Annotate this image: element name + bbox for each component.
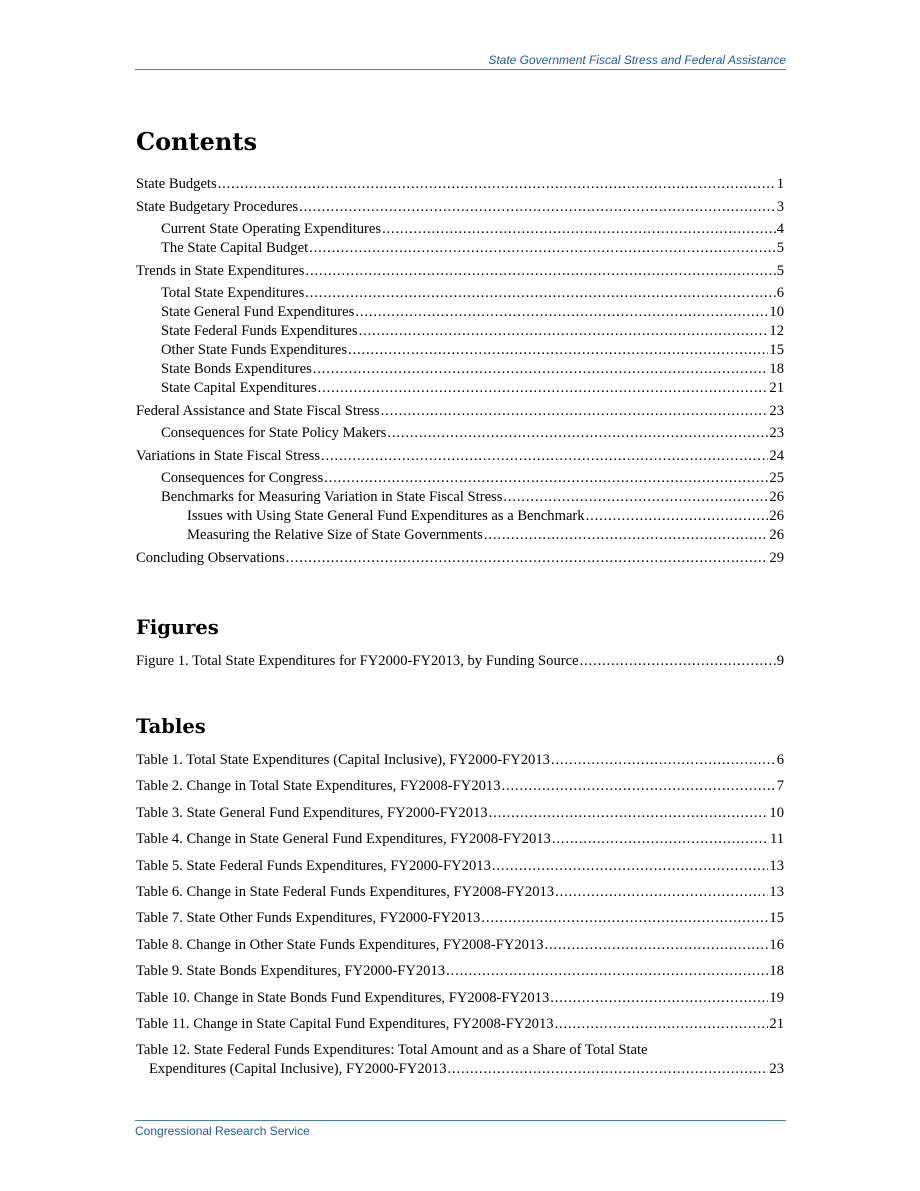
dot-leader xyxy=(503,488,768,507)
toc-entry-label: Table 3. State General Fund Expenditures, FY2000-FY2013 xyxy=(136,804,488,821)
toc-entry-label: Other State Funds Expenditures xyxy=(161,342,348,358)
toc-entry-page-number: 18 xyxy=(769,963,784,980)
toc-entry-page-number: 15 xyxy=(769,342,784,358)
toc-entry-label: Variations in State Fiscal Stress xyxy=(136,447,321,464)
toc-entry-page-number: 21 xyxy=(769,1015,784,1032)
toc-entry-label: State Bonds Expenditures xyxy=(161,361,312,377)
toc-entry-label: Table 11. Change in State Capital Fund Expenditures, FY2008-FY2013 xyxy=(136,1015,554,1032)
toc-entry-page-number: 5 xyxy=(776,262,784,279)
dot-leader xyxy=(355,303,768,322)
toc-entry-label: State Budgets xyxy=(136,176,217,192)
dot-leader xyxy=(502,777,776,796)
toc-entry[interactable] xyxy=(136,909,784,928)
toc-entry-label: State Federal Funds Expenditures xyxy=(161,323,358,339)
toc-entry[interactable] xyxy=(136,1041,784,1079)
tables-heading: Tables xyxy=(136,715,206,738)
toc-entry-page-number: 9 xyxy=(776,653,784,669)
toc-entry-label: Table 5. State Federal Funds Expenditures, FY2000-FY2013 xyxy=(136,857,491,874)
toc-entry-label: Table 1. Total State Expenditures (Capital Inclusive), FY2000-FY2013 xyxy=(136,752,550,768)
toc-entry-label: Table 10. Change in State Bonds Fund Expenditures, FY2008-FY2013 xyxy=(136,989,550,1006)
toc-entry-page-number: 10 xyxy=(769,304,784,320)
dot-leader xyxy=(359,322,769,341)
toc-entry-label: Consequences for Congress xyxy=(161,470,324,486)
dot-leader xyxy=(551,751,776,770)
toc-entry-page-number: 4 xyxy=(776,221,784,237)
toc-entry-page-number: 19 xyxy=(769,989,784,1006)
toc-entry-label: Concluding Observations xyxy=(136,549,285,566)
dot-leader xyxy=(552,830,769,849)
dot-leader xyxy=(446,962,768,981)
toc-entry-label: State General Fund Expenditures xyxy=(161,304,355,320)
toc-entry-label: Issues with Using State General Fund Expenditures as a Benchmark xyxy=(187,508,585,524)
toc-entry-page-number: 24 xyxy=(769,447,784,464)
figures-heading: Figures xyxy=(136,616,219,639)
toc-entry-page-number: 21 xyxy=(769,380,784,396)
toc-entry[interactable] xyxy=(136,777,784,796)
dot-leader xyxy=(286,549,769,568)
toc-entry[interactable] xyxy=(136,341,784,360)
dot-leader xyxy=(489,804,769,823)
toc-entry-label: Current State Operating Expenditures xyxy=(161,221,382,237)
toc-entry-label-continued: Expenditures (Capital Inclusive), FY2000-FY2013 xyxy=(149,1061,447,1078)
toc-entry-page-number: 18 xyxy=(769,361,784,377)
toc-entry-page-number: 1 xyxy=(776,176,784,192)
dot-leader xyxy=(550,989,768,1008)
tables-list xyxy=(136,751,784,1079)
dot-leader xyxy=(348,341,768,360)
contents-list xyxy=(136,175,784,568)
dot-leader xyxy=(321,447,768,466)
toc-entry-label: Table 4. Change in State General Fund Expenditures, FY2008-FY2013 xyxy=(136,831,551,848)
running-footer: Congressional Research Service xyxy=(135,1120,786,1138)
dot-leader xyxy=(309,239,776,258)
toc-entry-page-number: 6 xyxy=(776,285,784,301)
dot-leader xyxy=(324,469,768,488)
dot-leader xyxy=(484,526,769,545)
toc-entry-page-number: 13 xyxy=(769,857,784,874)
toc-entry-label: Table 2. Change in Total State Expenditures, FY2008-FY2013 xyxy=(136,778,501,795)
toc-entry-label: Total State Expenditures xyxy=(161,285,305,301)
toc-entry[interactable] xyxy=(136,424,784,443)
toc-entry-page-number: 3 xyxy=(776,198,784,215)
toc-entry-label: Federal Assistance and State Fiscal Stress xyxy=(136,402,380,419)
dot-leader xyxy=(318,379,769,398)
toc-entry-label: Table 12. State Federal Funds Expenditures: Total Amount and as a Share of Total State xyxy=(136,1042,648,1059)
toc-entry-label: Table 7. State Other Funds Expenditures, FY2000-FY2013 xyxy=(136,910,481,927)
contents-heading: Contents xyxy=(136,127,257,156)
toc-entry-label: Figure 1. Total State Expenditures for FY2000-FY2013, by Funding Source xyxy=(136,653,579,669)
toc-entry[interactable] xyxy=(136,360,784,379)
toc-entry[interactable] xyxy=(136,262,784,281)
toc-entry[interactable] xyxy=(136,469,784,488)
toc-entry-page-number: 25 xyxy=(769,470,784,486)
toc-entry[interactable] xyxy=(136,488,784,507)
toc-entry[interactable] xyxy=(136,652,784,671)
dot-leader xyxy=(555,883,768,902)
toc-entry[interactable] xyxy=(136,936,784,955)
toc-entry-page-number: 23 xyxy=(769,402,784,419)
toc-entry-page-number: 15 xyxy=(769,910,784,927)
dot-leader xyxy=(492,857,769,876)
toc-entry[interactable] xyxy=(136,220,784,239)
toc-entry-label: Measuring the Relative Size of State Governments xyxy=(187,527,483,543)
toc-entry-label: State Capital Expenditures xyxy=(161,380,317,396)
dot-leader xyxy=(586,507,769,526)
dot-leader xyxy=(305,284,775,303)
toc-entry-label: Trends in State Expenditures xyxy=(136,262,305,279)
toc-entry-page-number: 10 xyxy=(769,804,784,821)
toc-entry[interactable] xyxy=(136,447,784,466)
dot-leader xyxy=(387,424,768,443)
running-header: State Government Fiscal Stress and Federal Assistance xyxy=(135,53,786,70)
toc-entry[interactable] xyxy=(136,526,784,545)
dot-leader xyxy=(555,1015,769,1034)
toc-entry[interactable] xyxy=(136,989,784,1008)
dot-leader xyxy=(481,909,768,928)
dot-leader xyxy=(218,175,776,194)
toc-entry-label: The State Capital Budget xyxy=(161,240,309,256)
toc-entry[interactable] xyxy=(136,198,784,217)
toc-entry-label: Table 6. Change in State Federal Funds Expenditures, FY2008-FY2013 xyxy=(136,883,555,900)
toc-entry[interactable] xyxy=(136,857,784,876)
toc-entry-page-number: 16 xyxy=(769,936,784,953)
toc-entry[interactable] xyxy=(136,322,784,341)
toc-entry[interactable] xyxy=(136,303,784,322)
toc-entry-label: Benchmarks for Measuring Variation in State Fiscal Stress xyxy=(161,489,503,505)
toc-entry-page-number: 26 xyxy=(769,527,784,543)
toc-entry-page-number: 7 xyxy=(776,778,784,795)
toc-entry[interactable] xyxy=(136,962,784,981)
toc-entry-page-number: 12 xyxy=(769,323,784,339)
toc-entry[interactable] xyxy=(136,804,784,823)
toc-entry-page-number: 13 xyxy=(769,883,784,900)
dot-leader xyxy=(313,360,769,379)
toc-entry-label: State Budgetary Procedures xyxy=(136,198,299,215)
toc-entry-page-number: 26 xyxy=(769,508,784,524)
toc-entry[interactable] xyxy=(136,549,784,568)
toc-entry[interactable] xyxy=(136,1015,784,1034)
toc-entry[interactable] xyxy=(136,883,784,902)
toc-entry-page-number: 5 xyxy=(776,240,784,256)
dot-leader xyxy=(545,936,769,955)
toc-entry-page-number: 6 xyxy=(776,752,784,768)
toc-entry[interactable] xyxy=(136,239,784,258)
toc-entry[interactable] xyxy=(136,507,784,526)
figures-list xyxy=(136,652,784,671)
toc-entry[interactable] xyxy=(136,402,784,421)
toc-entry-page-number: 29 xyxy=(769,549,784,566)
toc-entry[interactable] xyxy=(136,379,784,398)
toc-entry-label: Table 8. Change in Other State Funds Expenditures, FY2008-FY2013 xyxy=(136,936,544,953)
toc-entry-page-number: 11 xyxy=(769,831,784,848)
toc-entry-page-number: 23 xyxy=(769,1061,784,1078)
toc-entry[interactable] xyxy=(136,284,784,303)
dot-leader xyxy=(382,220,776,239)
toc-entry-label: Table 9. State Bonds Expenditures, FY2000-FY2013 xyxy=(136,963,446,980)
toc-entry[interactable] xyxy=(136,751,784,770)
dot-leader xyxy=(580,652,776,671)
toc-entry[interactable] xyxy=(136,175,784,194)
dot-leader xyxy=(381,402,769,421)
toc-entry[interactable] xyxy=(136,830,784,849)
dot-leader xyxy=(299,198,776,217)
toc-entry-label: Consequences for State Policy Makers xyxy=(161,425,387,441)
toc-entry-page-number: 23 xyxy=(769,425,784,441)
toc-entry-page-number: 26 xyxy=(769,489,784,505)
dot-leader xyxy=(448,1060,769,1079)
dot-leader xyxy=(306,262,776,281)
